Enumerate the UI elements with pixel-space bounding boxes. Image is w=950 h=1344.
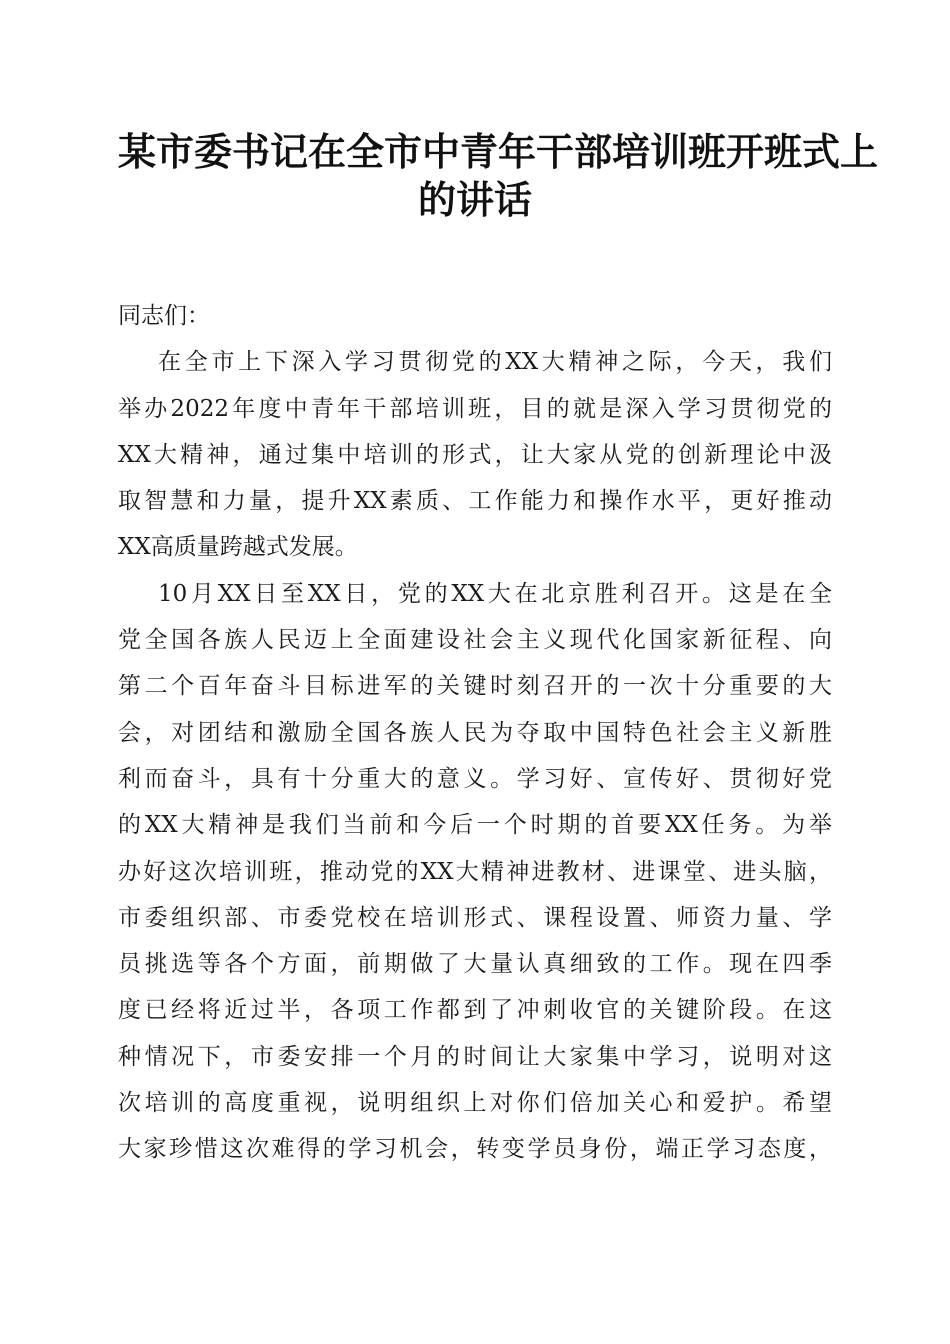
text-line: 的XX大精神是我们当前和今后一个时期的首要XX任务。为举 [118,812,832,839]
paragraph-2 [118,571,832,1173]
text-line: XX大精神，通过集中培训的形式，让大家从党的创新理论中汲 [118,441,832,468]
text-line: 度已经将近过半，各项工作都到了冲刺收官的关键阶段。在这 [118,997,832,1024]
text-line: 市委组织部、市委党校在培训形式、课程设置、师资力量、学 [118,904,832,931]
text-line: 取智慧和力量，提升XX素质、工作能力和操作水平，更好推动 [118,488,832,515]
text-line: 次培训的高度重视，说明组织上对你们倍加关心和爱护。希望 [118,1090,832,1117]
salutation: 同志们： [118,303,210,329]
text-line: 第二个百年奋斗目标进军的关键时刻召开的一次十分重要的大 [118,673,832,700]
text-line: 党全国各族人民迈上全面建设社会主义现代化国家新征程、向 [118,627,832,654]
title-line: 的讲话 [417,177,532,222]
paragraph-1 [118,339,832,570]
text-line: 大家珍惜这次难得的学习机会，转变学员身份，端正学习态度， [118,1136,832,1163]
document-body [118,293,832,1173]
text-line: XX高质量跨越式发展。 [118,534,358,561]
text-line: 员挑选等各个方面，前期做了大量认真细致的工作。现在四季 [118,951,832,978]
text-line: 举办2022年度中青年干部培训班，目的就是深入学习贯彻党的 [118,395,832,422]
text-line: 会，对团结和激励全国各族人民为夺取中国特色社会主义新胜 [118,719,832,746]
text-line: 办好这次培训班，推动党的XX大精神进教材、进课堂、进头脑， [118,858,832,885]
title-line: 某市委书记在全市中青年干部培训班开班式上 [118,129,879,174]
text-line: 种情况下，市委安排一个月的时间让大家集中学习，说明对这 [118,1043,832,1070]
text-line: 利而奋斗，具有十分重大的意义。学习好、宣传好、贯彻好党 [118,765,832,792]
text-line: 10月XX日至XX日，党的XX大在北京胜利召开。这是在全 [158,580,832,607]
text-line: 在全市上下深入学习贯彻党的XX大精神之际，今天，我们 [158,349,832,376]
document-title [118,128,879,224]
